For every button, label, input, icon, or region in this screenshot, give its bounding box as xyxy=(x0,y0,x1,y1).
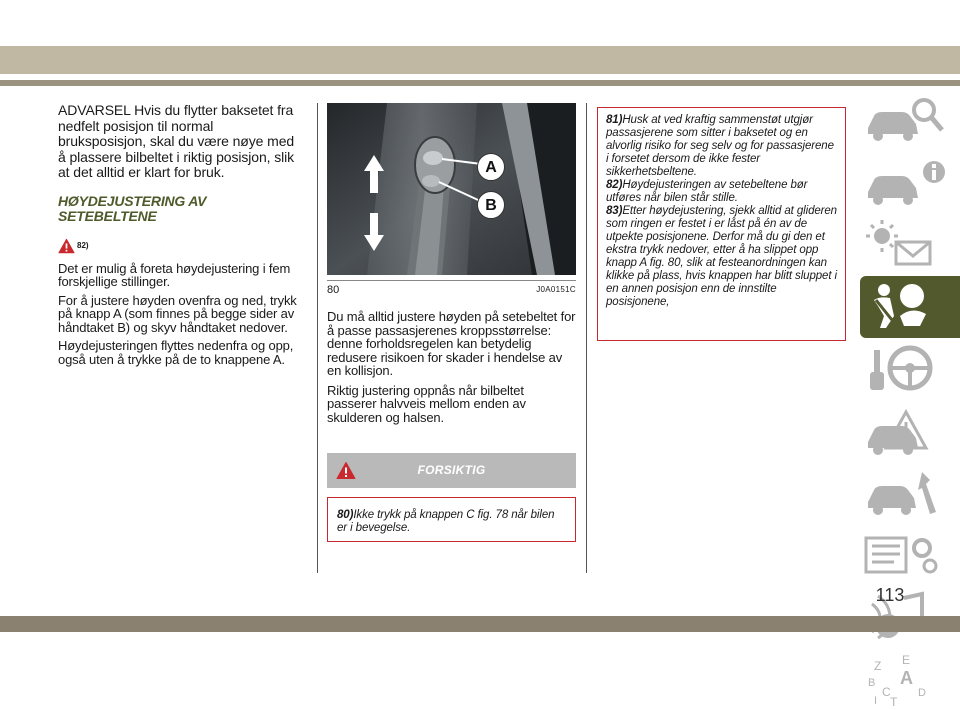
paragraph: Det er mulig å foreta høydejustering i fem forskjellige stillinger. xyxy=(58,260,291,289)
column-divider xyxy=(317,103,318,573)
index-letter: Z xyxy=(874,659,882,673)
technical-data-icon xyxy=(860,524,960,586)
left-column xyxy=(58,103,304,366)
page-number: 113 xyxy=(875,585,905,605)
index-letter: I xyxy=(874,695,878,707)
note-reference xyxy=(58,238,304,260)
note-body: Ikke trykk på knappen C fig. 78 når bilen er i bevegelse. xyxy=(337,509,555,534)
sidebar-tab-emergency[interactable] xyxy=(860,400,960,462)
sidebar-tab-car-search[interactable] xyxy=(860,90,960,152)
seatbelt-photo xyxy=(327,103,576,275)
callout-b: B xyxy=(477,191,505,219)
note-body: Høydejusteringen av setebeltene bør utføres når bilen står stille. xyxy=(606,179,808,204)
caution-box xyxy=(327,497,576,542)
index-letter: C xyxy=(882,685,891,699)
warning-note xyxy=(606,205,838,309)
paragraph: Riktig justering oppnås når bilbeltet passerer halvveis mellom enden av skulderen og halsen. xyxy=(327,382,526,425)
paragraph: Du må alltid justere høyden på setebeltet for å passe passasjerenes kroppsstørrelse: denne forholdsregelen kan betydelig redusere risikoen for skader i hendelse av en kollisjon. xyxy=(327,309,576,378)
note-number: 81) xyxy=(606,114,623,126)
section-heading: HØYDEJUSTERING AV SETEBELTENE xyxy=(58,192,207,224)
warning-light-icon xyxy=(860,214,960,276)
middle-column xyxy=(327,103,576,424)
top-decor-line xyxy=(0,80,960,86)
warning-intro: ADVARSEL Hvis du flytter baksetet fra nedfelt posisjon til normal bruksposisjon, skal du være nøye med å plassere bilbeltet i riktig posisjon, slik at det alltid er klart for bruk. xyxy=(58,102,295,180)
note-number: 82) xyxy=(606,179,623,191)
sidebar-tab-safety[interactable] xyxy=(860,276,960,338)
figure-code: J0A0151C xyxy=(536,285,576,294)
note-body: Husk at ved kraftig sammenstøt utgjør passasjerene som sitter i baksetet og en alvorlig risiko for seg selv og for passasjerene i forsetet dersom de ikke fester sikkerhetsbeltene. xyxy=(606,114,834,178)
paragraph: Høydejusteringen flyttes nedenfra og opp, også uten å trykke på de to knappene A. xyxy=(58,338,294,367)
key-steering-icon xyxy=(860,338,960,400)
figure-caption xyxy=(327,280,576,296)
index-letter: E xyxy=(902,653,911,667)
sidebar-tab-index[interactable] xyxy=(860,648,960,710)
car-info-icon xyxy=(860,152,960,214)
index-letter: D xyxy=(918,687,926,699)
index-letter: T xyxy=(890,695,898,709)
index-letter: A xyxy=(900,668,913,688)
alphabetical-index-icon xyxy=(860,648,960,710)
figure-number: 80 xyxy=(327,283,340,296)
index-letter: B xyxy=(868,677,876,689)
warning-triangle-icon xyxy=(58,238,75,254)
caution-note xyxy=(337,509,566,535)
sidebar-tab-starting-driving[interactable] xyxy=(860,338,960,400)
sidebar-tab-car-info[interactable] xyxy=(860,152,960,214)
bottom-decor-band xyxy=(0,616,960,632)
sidebar-tab-warning-lights[interactable] xyxy=(860,214,960,276)
warning-note xyxy=(606,114,838,179)
note-number: 80) xyxy=(337,509,354,521)
seatbelt-airbag-icon xyxy=(860,276,960,338)
callout-a: A xyxy=(477,153,505,181)
warning-box xyxy=(597,107,846,341)
top-decor-band xyxy=(0,46,960,74)
note-reference-number: 82) xyxy=(77,240,89,250)
seatbelt-figure xyxy=(327,103,576,275)
column-divider xyxy=(586,103,587,573)
sidebar-tab-maintenance[interactable] xyxy=(860,462,960,524)
caution-title: FORSIKTIG xyxy=(417,463,486,477)
caution-header xyxy=(327,453,576,488)
car-search-icon xyxy=(860,90,960,152)
car-maintenance-icon xyxy=(860,462,960,524)
car-emergency-icon xyxy=(860,400,960,462)
note-body: Etter høydejustering, sjekk alltid at glideren som ringen er festet i er låst på én av de utpekte posisjonene. Derfor må du gi den et ekstra trykk nedover, etter å ha slippet opp knapp A fig. 80, slik at festeanordningen kan klikke på plass, hvis knappen har blitt sluppet i en annen posisjon enn de innstilte posisjonene, xyxy=(606,205,837,308)
warning-note xyxy=(606,179,838,205)
paragraph: For å justere høyden ovenfra og ned, trykk på knapp A (som finnes på begge sider av håndtaket B) og skyv håndtaket nedover. xyxy=(58,292,297,335)
note-number: 83) xyxy=(606,205,623,217)
sidebar-tab-technical-data[interactable] xyxy=(860,524,960,586)
